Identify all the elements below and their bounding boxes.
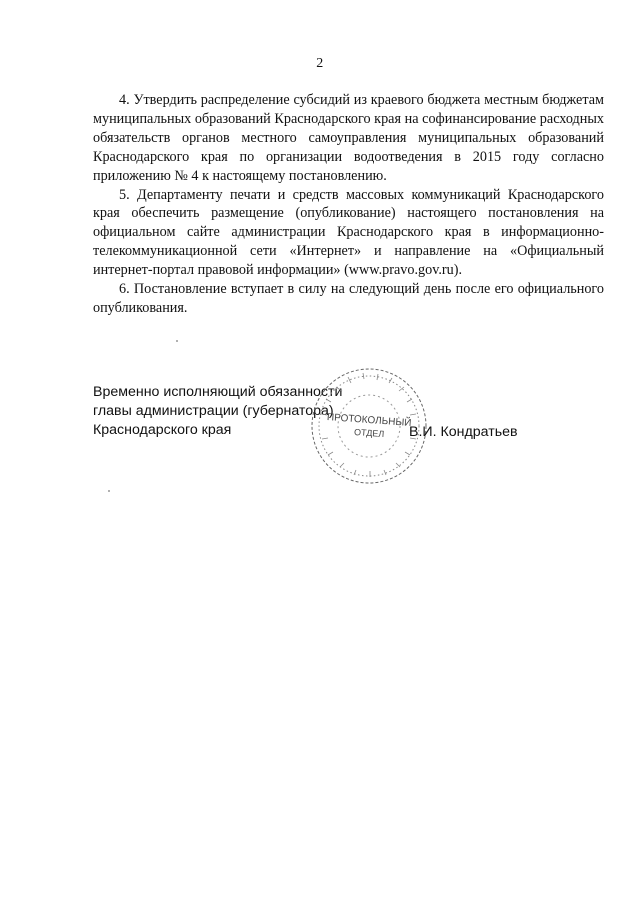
signatory-name: В.И. Кондратьев [409, 424, 518, 440]
signatory-position-line-1: Временно исполняющий обязанности [93, 384, 343, 400]
signatory-position-line-3: Краснодарского края [93, 421, 232, 438]
signatory-position-line-2: главы администрации (губернатора) [93, 402, 334, 419]
stamp-center-line-1: ПРОТОКОЛЬНЫЙ [326, 412, 412, 429]
scan-speck [176, 340, 178, 342]
document-body [93, 91, 604, 318]
stamp-center-line-2: ОТДЕЛ [353, 426, 385, 440]
page-number: 2 [316, 56, 324, 71]
paragraph-5: 5. Департаменту печати и средств массовых коммуникаций Краснодарского края обеспечить размещение (опубликование) настоящего постановления на официальном сайте администрации Краснодарского края в информационно-телекоммуникационной сети «Интернет» и направление на «Официальный интернет-портал правовой информации» (www.pravo.gov.ru). [93, 186, 604, 279]
scan-speck [108, 490, 110, 492]
paragraph-4: 4. Утвердить распределение субсидий из краевого бюджета местным бюджетам муниципальных образований Краснодарского края на софинансирование расходных обязательств органов местного самоуправления муниципальных образований Краснодарского края по организации водоотведения в 2015 году согласно приложению № 4 к настоящему постановлению. [93, 92, 604, 184]
signatory-position [93, 383, 342, 439]
paragraph-6: 6. Постановление вступает в силу на следующий день после его официального опубликования. [93, 281, 604, 316]
signature-block [93, 383, 604, 503]
